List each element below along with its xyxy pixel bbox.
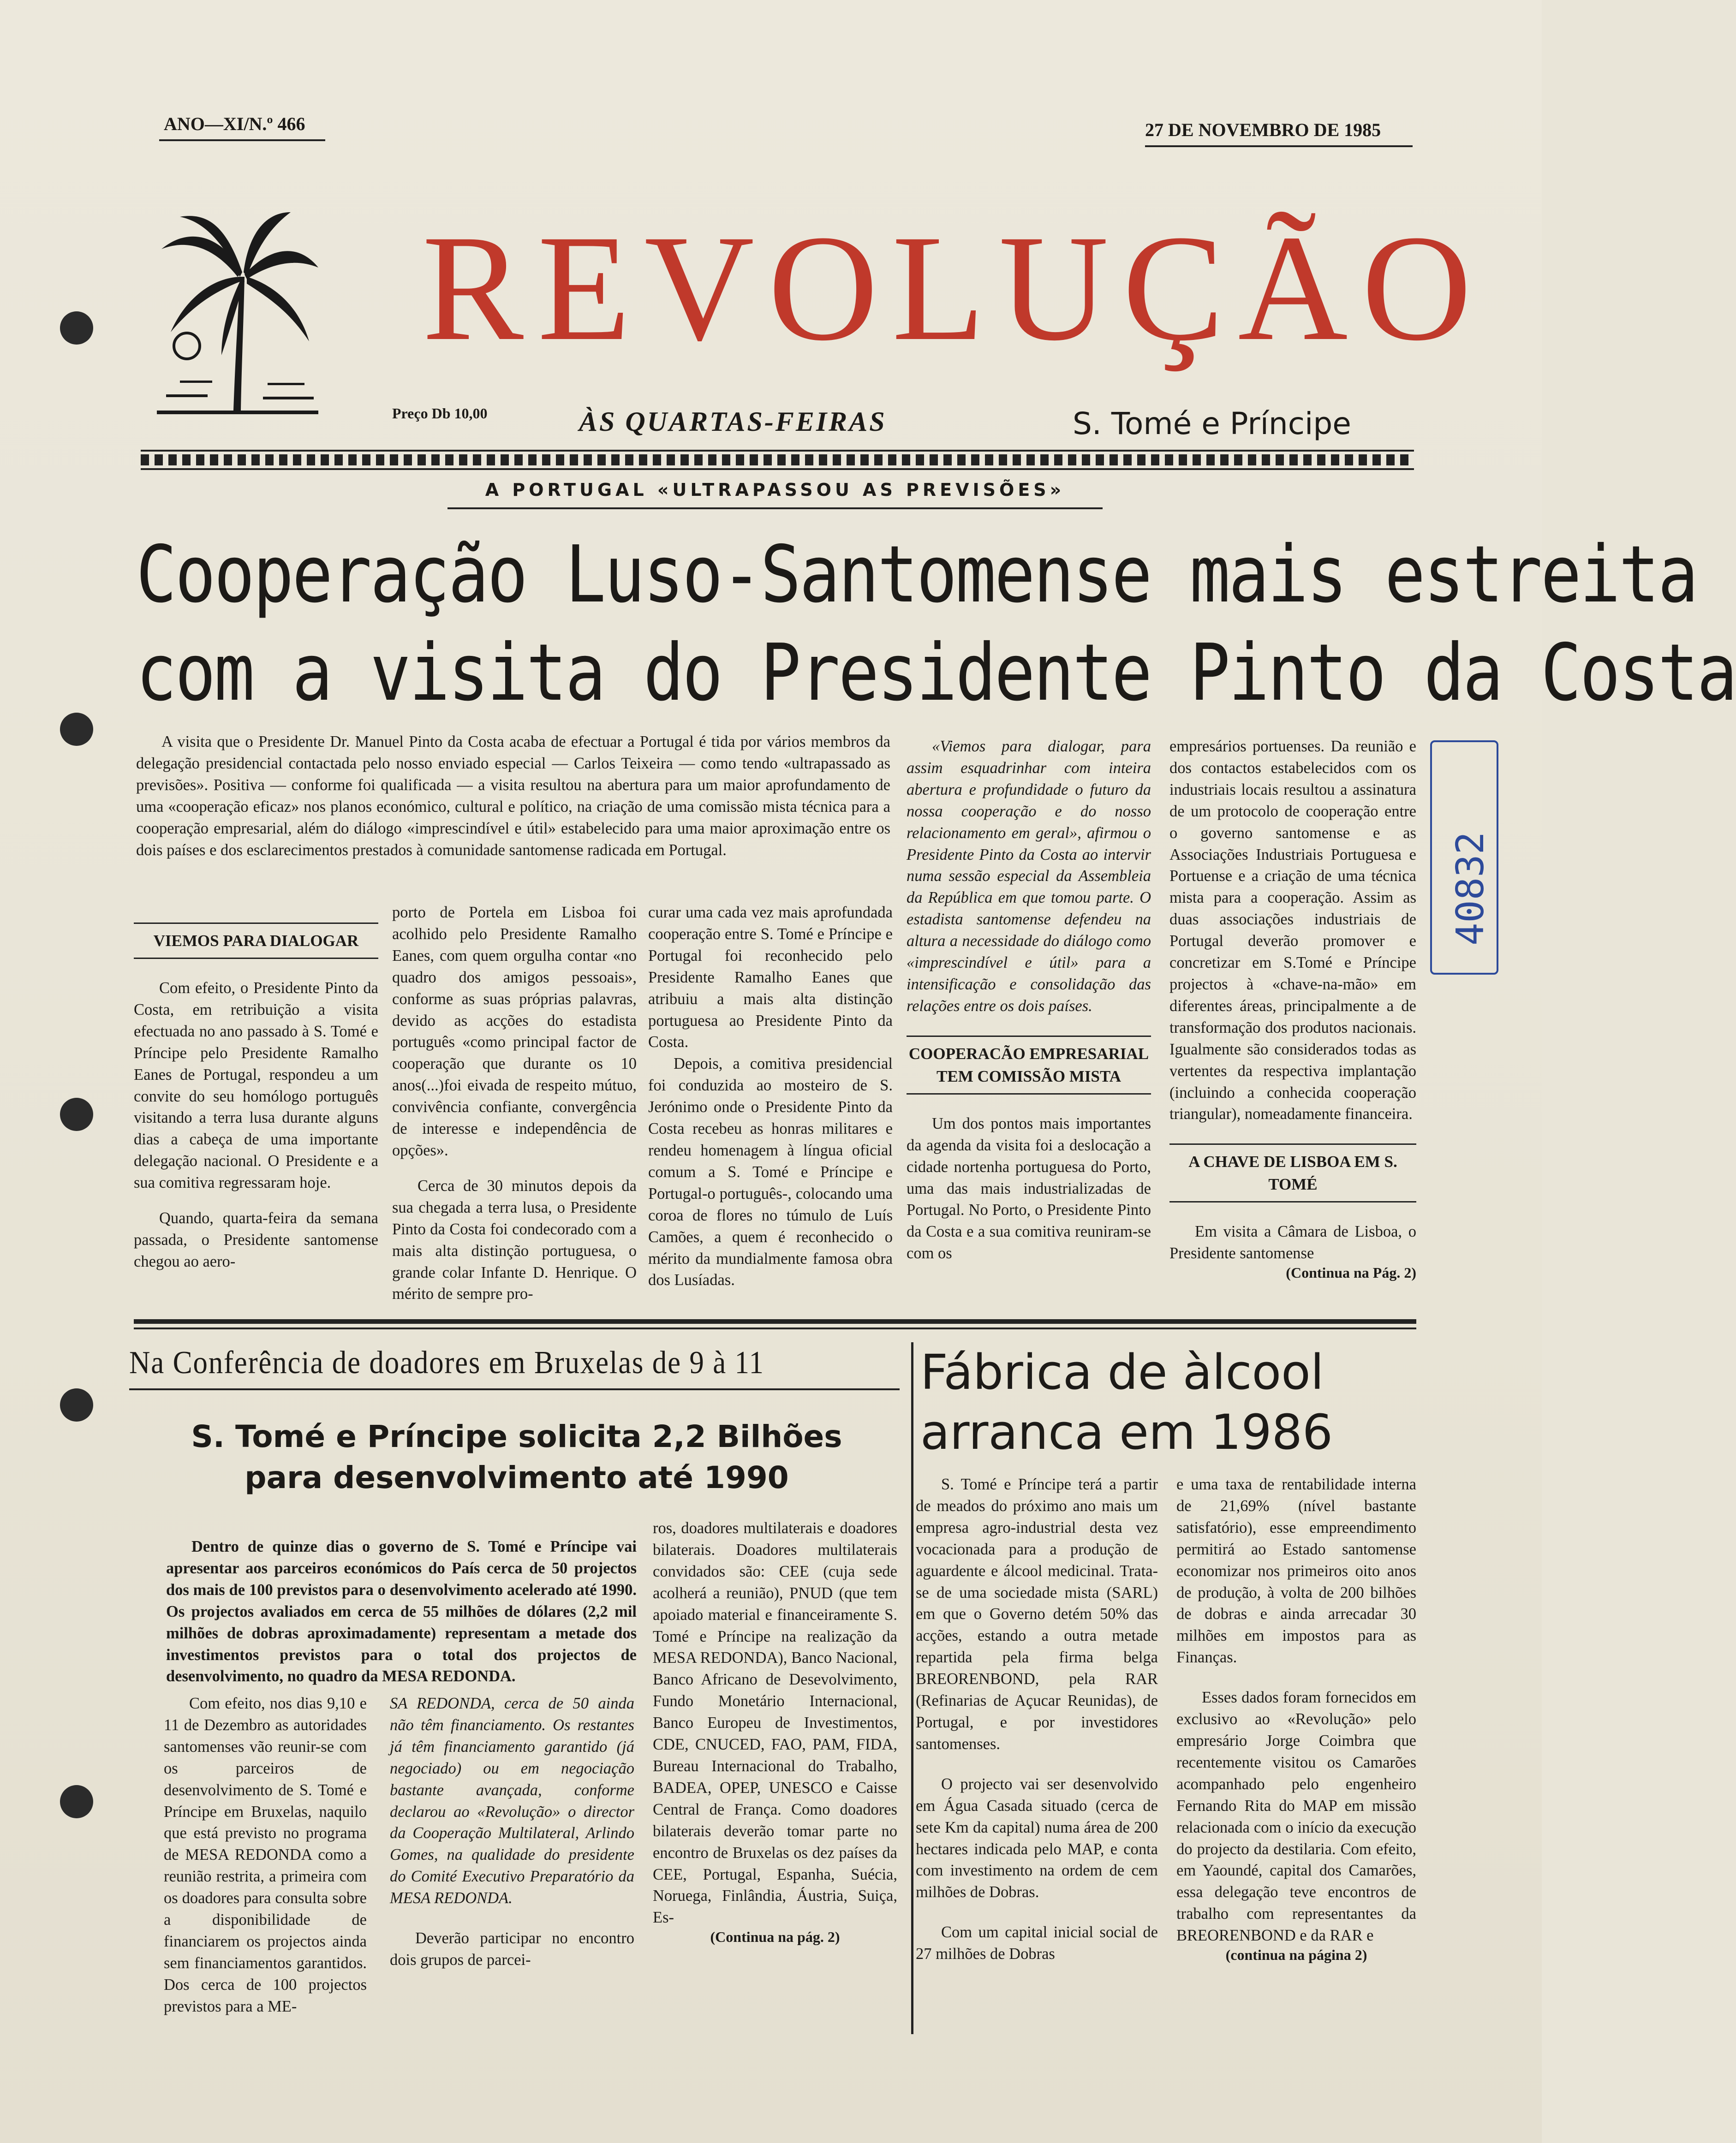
factory-col2-p1: e uma taxa de rentabilidade interna de 21,69% (nível bastante satisfatório), esse empreendimento permitirá ao Estado santomense economizar nos primeiros oito anos de produção, à volta de 200 bilhões de dobras e ainda arrecadar 30 milhões em impostos para as Finanças. xyxy=(1176,1476,1416,1667)
binder-hole xyxy=(60,1098,93,1131)
lead-headline xyxy=(136,526,1736,720)
donors-intro: Dentro de quinze dias o governo de S. Tomé e Príncipe vai apresentar aos parceiros económicos do País cerca de 50 projectos dos mais de 100 previstos para o desenvolvimento acelerado até 1990. Os projectos avaliados em cerca de 55 milhões de dólares (2,2 mil milhões de dobras aproximadamente) representam a metade dos investimentos previstos para o total dos projectos de desenvolvimento, no quadro da MESA REDONDA. xyxy=(166,1538,637,1685)
donors-col3-text: ros, doadores multilaterais e doadores bilaterais. Doadores multilaterais convidados são: CEE (cuja sede acolherá a reunião), PNUD (que tem apoiado material e financeiramente S. Tomé e Príncipe na realização da MESA REDONDA), Banco Nacional, Banco Africano de Desevolvimento, Fundo Monetário Internacional, Banco Europeu de Investimentos, CDE, CNUCED, FAO, PAM, FIDA, Bureau Internacional do Trabalho, BADEA, OPEP, UNESCO e Caisse Central de França. Como doadores bilaterais deverão tomar parte no encontro de Bruxelas os dez países da CEE, Portugal, Espanha, Suécia, Noruega, Finlândia, Áustria, Suiça, Es- xyxy=(653,1519,897,1927)
lead-col1-p2: Quando, quarta-feira da semana passada, o Presidente santomense chegou ao aero- xyxy=(134,1209,378,1270)
masthead-chain-rule xyxy=(141,454,1414,465)
binder-hole xyxy=(60,311,93,345)
lead-col5-continuation: (Continua na Pág. 2) xyxy=(1286,1264,1416,1281)
lead-col3 xyxy=(648,902,893,1291)
donors-col2-p1: SA REDONDA, cerca de 50 ainda não têm financiamento. Os restantes já têm financiamento garantido (já negociado) ou em negociação bastante avançada, conforme declarou ao «Revolução» o director da Cooperação Multilateral, Arlindo Gomes, na qualidade do presidente do Comité Executivo Preparatório da MESA REDONDA. xyxy=(390,1695,634,1907)
lead-col5 xyxy=(1169,736,1416,1281)
binder-hole xyxy=(60,1785,93,1818)
lead-headline-line1: Cooperação Luso-Santomense mais estreita xyxy=(136,529,1697,620)
factory-headline-line1: Fábrica de àlcool xyxy=(920,1344,1324,1400)
factory-col2-continuation: (continua na página 2) xyxy=(1225,1947,1367,1964)
price: Preço Db 10,00 xyxy=(392,405,488,422)
masthead-rule xyxy=(141,450,1414,452)
masthead-title: REVOLUÇÃO xyxy=(422,204,1485,372)
donors-col3-continuation: (Continua na pág. 2) xyxy=(710,1929,840,1946)
lead-col3-p2: Depois, a comitiva presidencial foi conduzida ao mosteiro de S. Jerónimo onde o Presidente Pinto da Costa recebeu as honras militares e rendeu homenagem à língua oficial comum a S. Tomé e Príncipe e Portugal-o português-, colocando uma coroa de flores no túmulo de Luís Camões, a quem é reconhecido o mérito da mundialmente famosa obra dos Lusíadas. xyxy=(648,1055,893,1289)
donors-headline-line1: S. Tomé e Príncipe solicita 2,2 Bilhões xyxy=(191,1419,842,1454)
donors-headline xyxy=(129,1416,904,1498)
section-divider xyxy=(134,1327,1416,1329)
publication-location: S. Tomé e Príncipe xyxy=(1073,406,1351,441)
donors-headline-line2: para desenvolvimento até 1990 xyxy=(245,1460,789,1496)
donors-kicker: Na Conferência de doadores em Bruxelas de 9 à 11 xyxy=(129,1345,764,1381)
donors-col1 xyxy=(164,1693,367,2018)
donors-col1-text: Com efeito, nos dias 9,10 e 11 de Dezembro as autoridades santomenses vão reunir-se com os parceiros de desenvolvimento de S. Tomé e Príncipe em Bruxelas, naquilo que está previsto no programa de MESA REDONDA como a reunião restrita, a primeira com os doadores para consulta sobre a disponibilidade de financiarem os projectos ainda sem financiamentos garantidos. Dos cerca de 100 projectos previstos para a ME- xyxy=(164,1695,367,2015)
donors-kicker-underline xyxy=(129,1388,900,1390)
factory-col1-p1: S. Tomé e Príncipe terá a partir de meados do próximo ano mais um empresa agro-industrial desta vez vocacionada para a produção de aguardente e álcool medicinal. Trata-se de uma sociedade mista (SARL) em que o Governo detém 50% das acções, estando a outra metade repartida pela firma belga BREORENBOND, pela RAR (Refinarias de Açucar Reunidas), de Portugal, e por investidores santomenses. xyxy=(916,1476,1158,1753)
kicker-underline xyxy=(447,507,1103,509)
lead-col4-p2: Um dos pontos mais importantes da agenda da visita foi a deslocação a cidade nortenha portuguesa do Porto, uma das mais industrializadas de Portugal. No Porto, o Presidente Pinto da Costa e a sua comitiva reuniram-se com os xyxy=(907,1114,1151,1262)
section-divider xyxy=(134,1319,1416,1324)
lead-kicker: A PORTUGAL «ULTRAPASSOU AS PREVISÕES» xyxy=(485,480,1065,500)
lead-col2-p1: porto de Portela em Lisboa foi acolhido pelo Presidente Ramalho Eanes, com quem orgulha contar «no quadro dos amigos pessoais», conforme as suas próprias palavras, devido as acções do estadista português «como principal factor de cooperação que durante os 10 anos(...)foi eivada de respeito mútuo, convivência confiante, convergência de interesse e independência de opções». xyxy=(392,904,637,1159)
lead-col1-subhead: VIEMOS PARA DIALOGAR xyxy=(134,923,378,959)
factory-col1-p3: Com um capital inicial social de 27 milhões de Dobras xyxy=(916,1923,1158,1963)
lead-col4 xyxy=(907,736,1151,1264)
factory-headline-line2: arranca em 1986 xyxy=(920,1404,1333,1460)
lead-col1 xyxy=(134,895,378,1273)
factory-headline xyxy=(920,1342,1409,1462)
lead-intro: A visita que o Presidente Dr. Manuel Pinto da Costa acaba de efectuar a Portugal é tida por vários membros da delegação presidencial contactada pelo nosso enviado especial — Carlos Teixeira — como tendo «ultrapassado as previsões». Positiva — conforme foi qualificada — a visita resultou na abertura para um maior aprofundamento de uma «cooperação eficaz» nos planos económico, cultural e político, na criação de uma comissão mista técnica para a cooperação empresarial, além do diálogo «imprescindível e útil» estabelecido para uma maior aproximação entre os dois países e dos esclarecimentos prestados à comunidade santomense radicada em Portugal. xyxy=(136,733,890,859)
date-underline xyxy=(1145,145,1413,147)
donors-col3 xyxy=(653,1518,897,1946)
lead-col5-p1: empresários portuenses. Da reunião e dos contactos estabelecidos com os industriais locais resultou a assinatura de um protocolo de cooperação entre o governo santomense e as Associações Industriais Portuguesa e Portuense e a criação de uma técnica mista para a cooperação. Assim as duas associações industriais de Portugal deverão promover e concretizar em S.Tomé e Príncipe projectos à «chave-na-mão» em diferentes áreas, principalmente a de transformação dos produtos nacionais. Igualmente são considerados todas as vertentes da respectiva implantação (incluindo a conhecida cooperação triangular), nomeadamente financeira. xyxy=(1169,738,1416,1123)
lead-col2-p2: Cerca de 30 minutos depois da sua chegada a terra lusa, o Presidente Pinto da Costa foi condecorado com a mais alta distinção portuguesa, o grande colar Infante D. Henrique. O mérito de sempre pro- xyxy=(392,1177,637,1303)
factory-col2-p2: Esses dados foram fornecidos em exclusivo ao «Revolução» pelo empresário Jorge Coimbra que recentemente visitou os Camarões acompanhado pelo engenheiro Fernando Rita do MAP em missão relacionada com o início da execução do projecto da destilaria. Com efeito, em Yaoundé, capital dos Camarões, essa delegação teve encontros de trabalho com representantes da BREORENBOND e da RAR e xyxy=(1176,1689,1416,1945)
issue-date: 27 DE NOVEMBRO DE 1985 xyxy=(1145,119,1381,140)
donors-col2-p2: Deverão participar no encontro dois grupos de parcei- xyxy=(390,1929,634,1969)
factory-col2 xyxy=(1176,1474,1416,1964)
binder-hole xyxy=(60,713,93,746)
lead-headline-line2: com a visita do Presidente Pinto da Costa xyxy=(136,627,1736,719)
publication-schedule: ÀS QUARTAS-FEIRAS xyxy=(579,406,887,437)
factory-col1-p2: O projecto vai ser desenvolvido em Água Casada situado (cerca de sete Km da capital) numa área de 200 hectares indicada pelo MAP, e conta com investimento na ordem de cem milhões de Dobras. xyxy=(916,1775,1158,1901)
masthead-rule xyxy=(141,468,1414,470)
lead-col1-p1: Com efeito, o Presidente Pinto da Costa, em retribuição a visita efectuada no ano passado à S. Tomé e Príncipe pelo Presidente Ramalho Eanes de Portugal, respondeu a um convite do seu homólogo português visitando a terra lusa durante alguns dias a cabeça de uma importante delegação nacional. O Presidente e a sua comitiva regressaram hoje. xyxy=(134,979,378,1192)
handwritten-number: 40832 xyxy=(1449,832,1492,946)
factory-col1 xyxy=(916,1474,1158,1965)
lead-col4-p1: «Viemos para dialogar, para assim esquadrinhar com inteira abertura e profundidade o futuro da nossa cooperação e do nosso relacionamento em geral», afirmou o Presidente Pinto da Costa ao intervir numa sessão especial da Assembleia da República em que tomou parte. O estadista santomense defendeu na altura a necessidade do diálogo como «imprescindível e útil» para a intensificação e consolidação das relações entre os dois países. xyxy=(907,738,1151,1015)
lead-col5-p2: Em visita a Câmara de Lisboa, o Presidente santomense xyxy=(1169,1223,1416,1262)
binder-hole xyxy=(60,1388,93,1422)
donors-col2 xyxy=(390,1693,634,1971)
palm-tree-icon xyxy=(152,208,323,424)
lead-col4-subhead: COOPERACÃO EMPRESARIAL TEM COMISSÃO MISTA xyxy=(907,1036,1151,1095)
lead-col5-subhead: A CHAVE DE LISBOA EM S. TOMÉ xyxy=(1169,1143,1416,1202)
lead-col3-p1: curar uma cada vez mais aprofundada cooperação entre S. Tomé e Príncipe e Portugal foi reconhecido pelo Presidente Ramalho Eanes que atribuiu a mais alta distinção portuguesa ao Presidente Pinto da Costa. xyxy=(648,904,893,1051)
issue-number: ANO—XI/N.º 466 xyxy=(164,113,305,134)
column-divider xyxy=(911,1342,913,2034)
lead-col2 xyxy=(392,902,637,1305)
issue-underline xyxy=(159,139,325,141)
